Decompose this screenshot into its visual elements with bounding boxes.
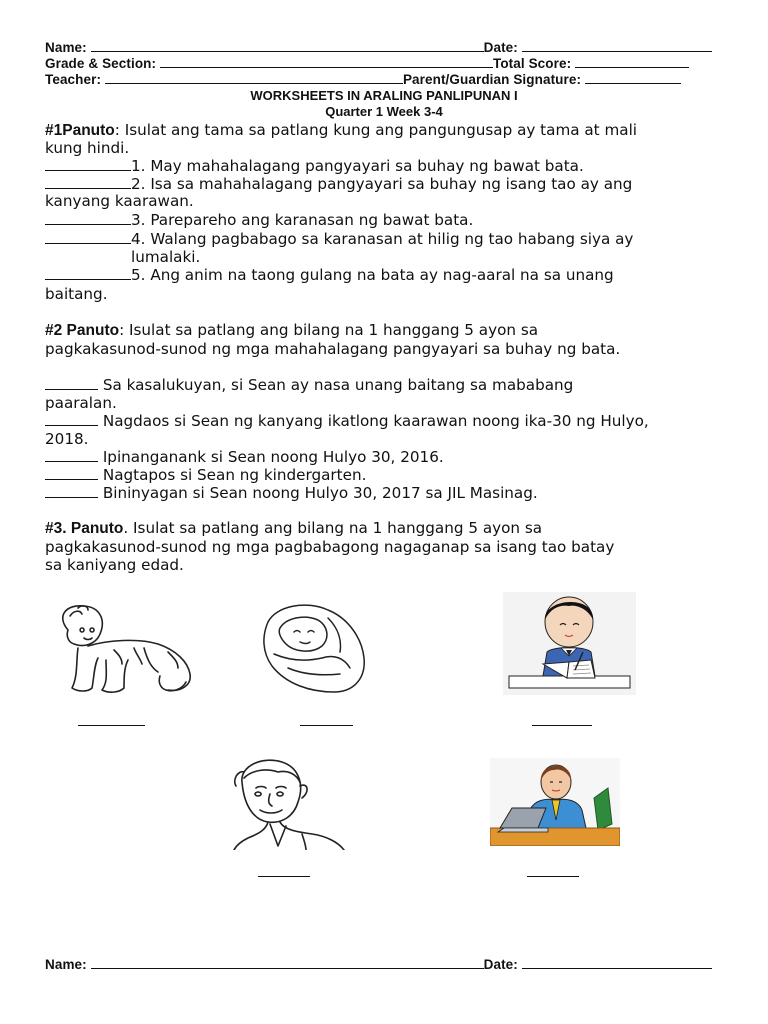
name-field[interactable] <box>91 40 484 52</box>
part3-label-num: #3 <box>45 520 63 537</box>
swaddled-newborn-image <box>258 602 370 694</box>
part2-item-5: Bininyagan si Sean noong Hulyo 30, 2017 sa JIL Masinag. <box>45 484 735 503</box>
grade-row <box>45 56 689 72</box>
footer-name-label: Name: <box>45 957 87 972</box>
part3-instruction-line3: sa kaniyang edad. <box>45 556 184 574</box>
answer-blank[interactable] <box>45 158 131 171</box>
part2-item-3: Ipinanganank si Sean noong Hulyo 30, 2016. <box>45 448 735 467</box>
answer-blank[interactable] <box>45 267 131 280</box>
picture-answer-blank[interactable] <box>527 866 579 877</box>
name-label: Name: <box>45 40 87 55</box>
student-writing-image <box>503 592 636 695</box>
date-field[interactable] <box>522 40 712 52</box>
part3-instruction-line2: pagkakasunod-sunod ng mga pagbabagong nagaganap sa isang tao batay <box>45 538 615 556</box>
answer-blank[interactable] <box>45 467 98 480</box>
parent-signature-field[interactable] <box>585 72 681 84</box>
part3-label-word: Panuto <box>70 520 124 537</box>
date-label: Date: <box>483 40 518 55</box>
elderly-man-image <box>222 758 347 850</box>
part2-label: #2 Panuto <box>45 322 120 339</box>
total-score-label: Total Score: <box>492 56 572 71</box>
part2-instruction-line2: pagkakasunod-sunod ng mga mahahalagang pangyayari sa buhay ng bata. <box>45 340 621 358</box>
part2-item-1: Sa kasalukuyan, si Sean ay nasa unang baitang sa mababang <box>45 376 735 395</box>
answer-blank[interactable] <box>45 377 98 390</box>
footer-name-field[interactable] <box>91 957 484 969</box>
part1-item-4-cont: lumalaki. <box>131 248 201 266</box>
part1-item-5: 5. Ang anim na taong gulang na bata ay nag-aaral na sa unang <box>45 266 735 285</box>
worksheet-subtitle: Quarter 1 Week 3-4 <box>325 104 443 119</box>
office-worker-image <box>490 758 620 846</box>
part1-instruction-line1: #1Panuto: Isulat ang tama sa patlang kung ang pangungusap ay tama at mali <box>45 121 638 139</box>
picture-answer-blank[interactable] <box>258 866 310 877</box>
part2-item-4: Nagtapos si Sean ng kindergarten. <box>45 466 735 485</box>
part1-item-5-cont: baitang. <box>45 285 108 303</box>
teacher-label: Teacher: <box>45 72 102 87</box>
picture-answer-blank[interactable] <box>532 715 592 726</box>
part1-instruction-line2: kung hindi. <box>45 139 130 157</box>
parent-signature-label: Parent/Guardian Signature: <box>402 72 582 87</box>
part1-item-4: 4. Walang pagbabago sa karanasan at hilig ng tao habang siya ay <box>45 230 735 249</box>
footer-date-field[interactable] <box>522 957 712 969</box>
part2-instruction-line1: #2 Panuto: Isulat sa patlang ang bilang na 1 hanggang 5 ayon sa <box>45 321 539 339</box>
grade-section-label: Grade & Section: <box>45 56 157 71</box>
crawling-baby-image <box>48 602 203 696</box>
name-row <box>45 40 712 56</box>
footer-name-row <box>45 957 712 973</box>
answer-blank[interactable] <box>45 212 131 225</box>
teacher-row <box>45 72 681 88</box>
worksheet-title: WORKSHEETS IN ARALING PANLIPUNAN I <box>250 88 518 103</box>
footer-date-label: Date: <box>483 957 518 972</box>
part2-item-1-cont: paaralan. <box>45 394 117 412</box>
picture-answer-blank[interactable] <box>300 715 353 726</box>
answer-blank[interactable] <box>45 449 98 462</box>
picture-answer-blank[interactable] <box>78 715 145 726</box>
part3-instruction-line1: #3. Panuto. Isulat sa patlang ang bilang na 1 hanggang 5 ayon sa <box>45 519 543 537</box>
answer-blank[interactable] <box>45 413 98 426</box>
part1-item-2-cont: kanyang kaarawan. <box>45 192 194 210</box>
part1-item-3: 3. Parepareho ang karanasan ng bawat bata. <box>45 211 735 230</box>
part1-item-1: 1. May mahahalagang pangyayari sa buhay ng bawat bata. <box>45 157 735 176</box>
part2-item-2-cont: 2018. <box>45 430 89 448</box>
teacher-field[interactable] <box>105 72 403 84</box>
grade-section-field[interactable] <box>160 56 493 68</box>
part1-label: #1Panuto <box>45 122 115 139</box>
part2-item-2: Nagdaos si Sean ng kanyang ikatlong kaarawan noong ika-30 ng Hulyo, <box>45 412 735 431</box>
answer-blank[interactable] <box>45 485 98 498</box>
part1-item-2: 2. Isa sa mahahalagang pangyayari sa buhay ng isang tao ay ang <box>45 175 735 194</box>
answer-blank[interactable] <box>45 176 131 189</box>
total-score-field[interactable] <box>575 56 689 68</box>
answer-blank[interactable] <box>45 231 131 244</box>
